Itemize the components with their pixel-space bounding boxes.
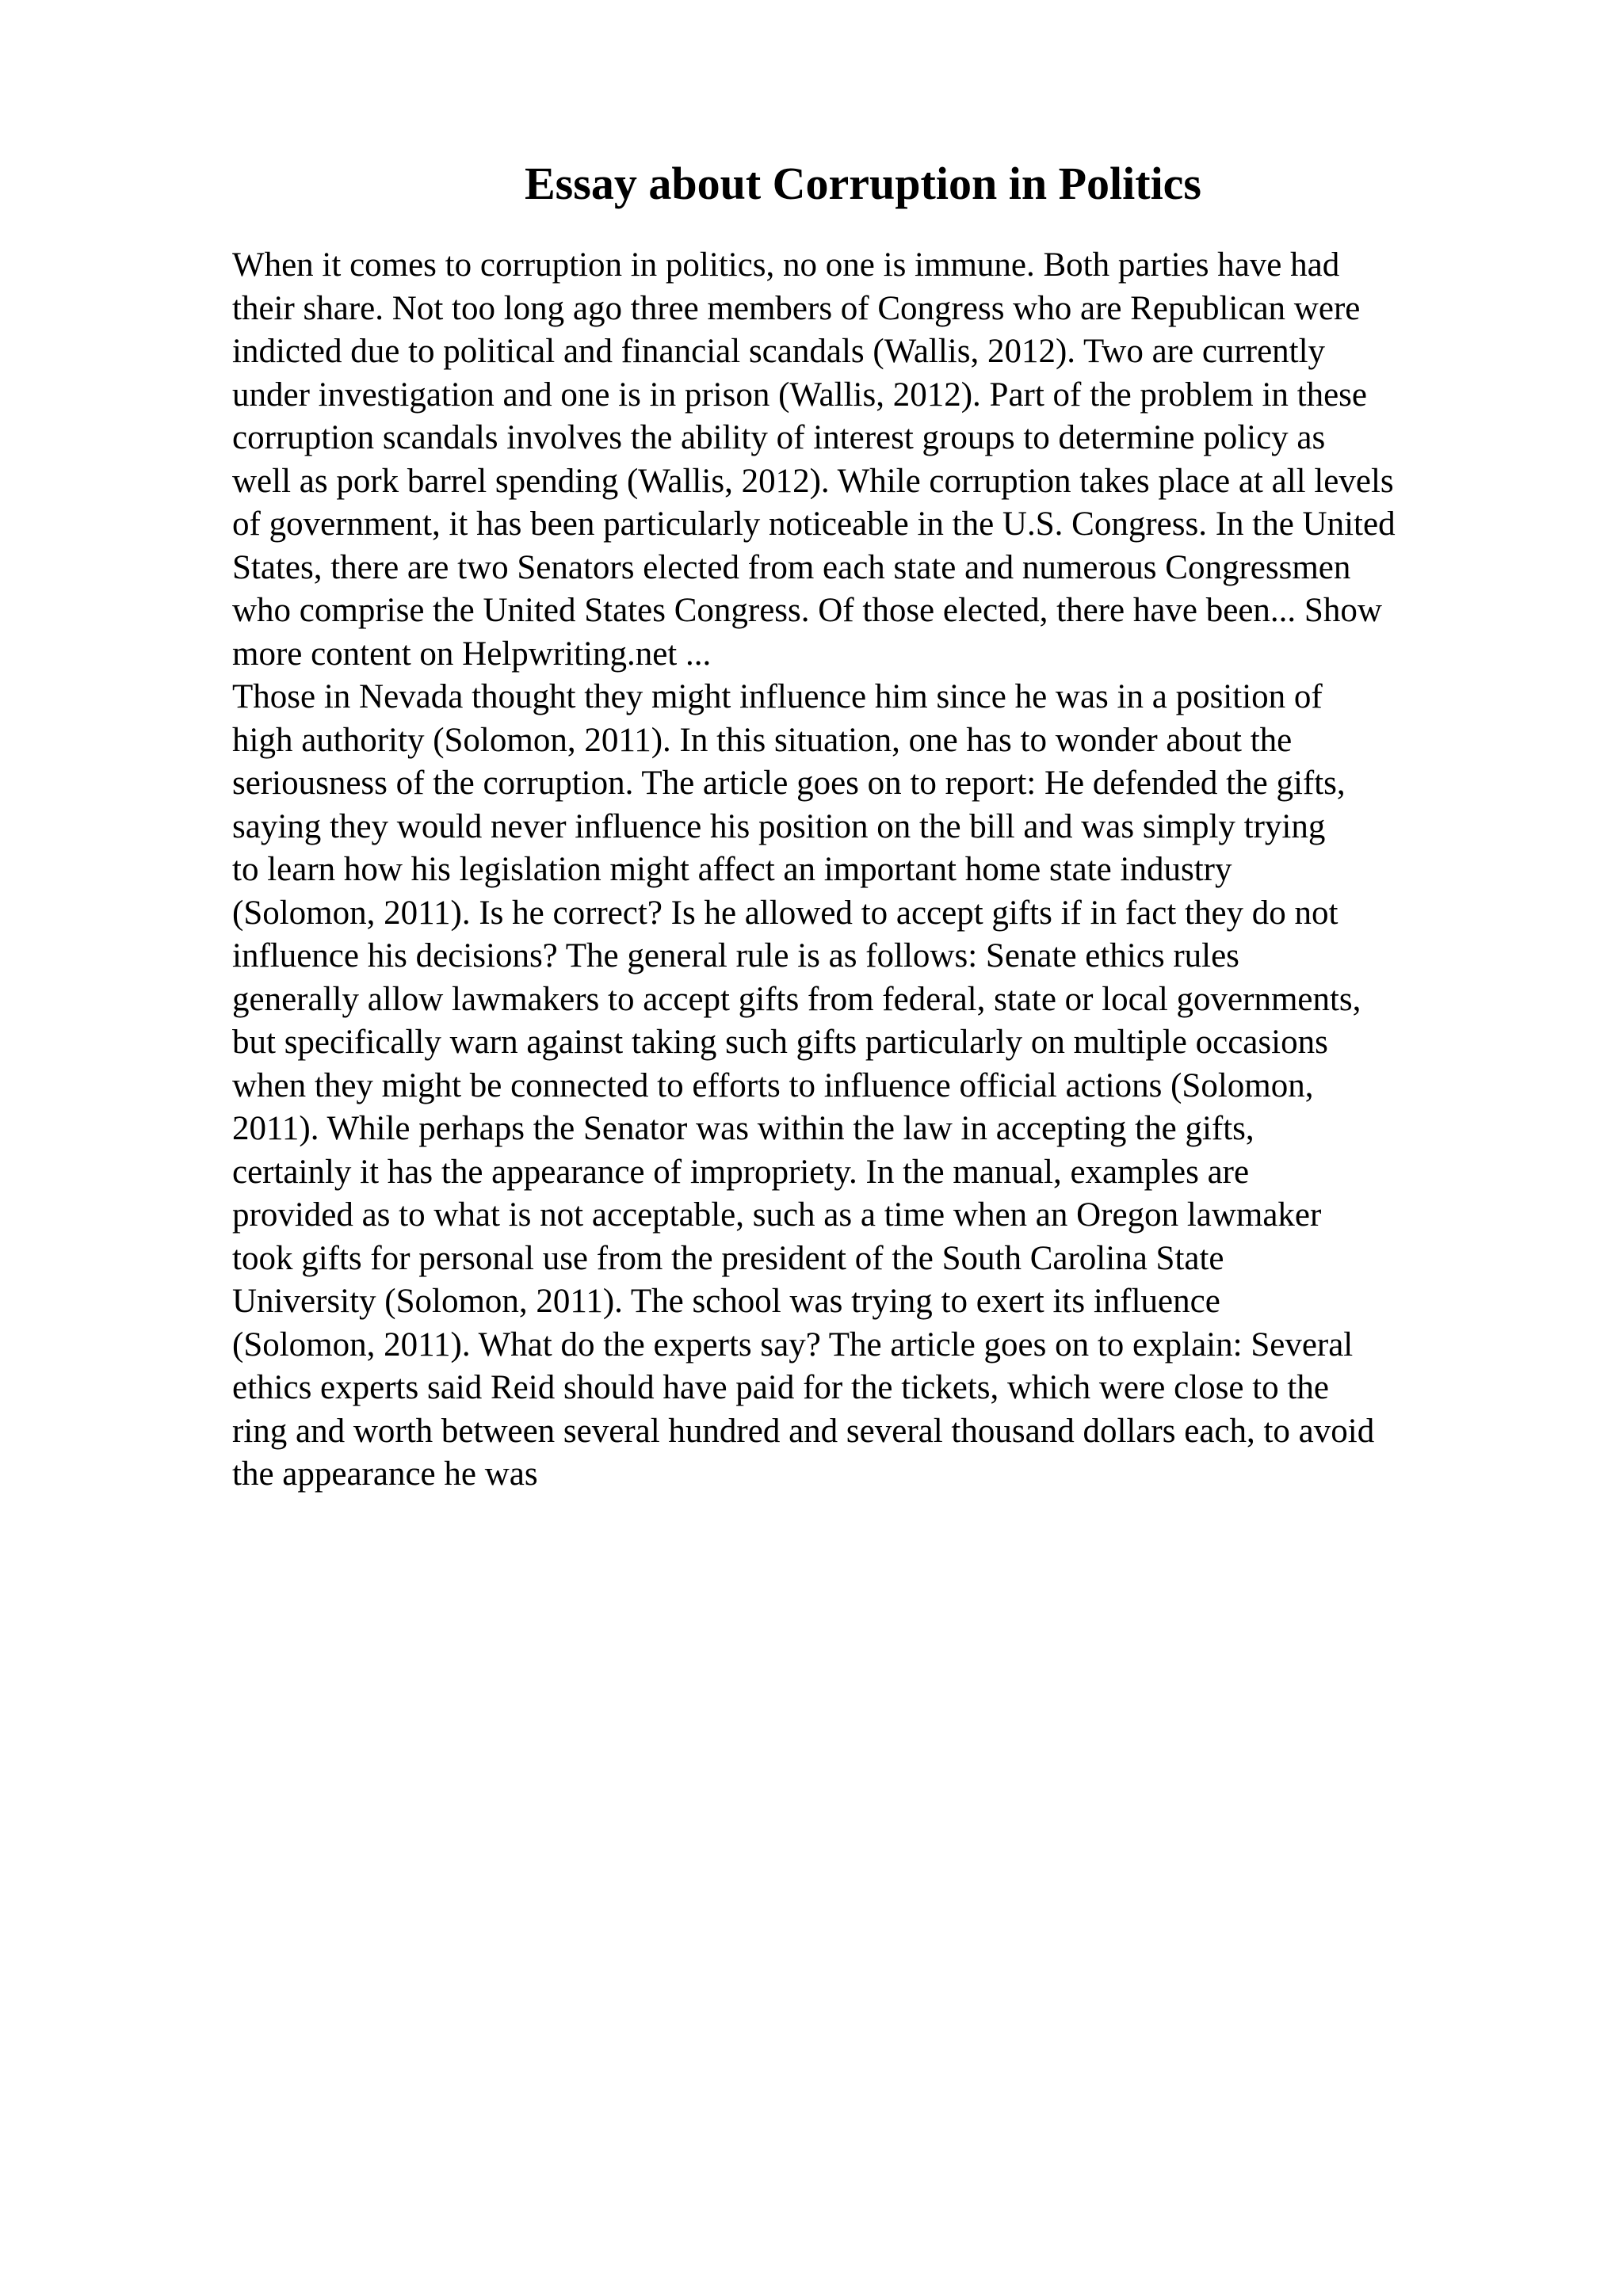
text-line: of government, it has been particularly noticeable in the U.S. Congress. In the United (232, 505, 1396, 543)
text-line: to learn how his legislation might affect an important home state industry (232, 851, 1232, 888)
text-line: certainly it has the appearance of impropriety. In the manual, examples are (232, 1153, 1250, 1191)
text-line: who comprise the United States Congress. Of those elected, there have been... Show (232, 592, 1382, 629)
text-line: under investigation and one is in prison (Wallis, 2012). Part of the problem in these (232, 376, 1367, 414)
text-line: influence his decisions? The general rule is as follows: Senate ethics rules (232, 937, 1239, 974)
text-line: When it comes to corruption in politics, no one is immune. Both parties have had (232, 246, 1340, 284)
text-line: provided as to what is not acceptable, such as a time when an Oregon lawmaker (232, 1196, 1322, 1234)
text-line: corruption scandals involves the ability of interest groups to determine policy as (232, 419, 1326, 456)
text-line: University (Solomon, 2011). The school was trying to exert its influence (232, 1283, 1220, 1320)
text-line: generally allow lawmakers to accept gifts from federal, state or local governments, (232, 980, 1361, 1018)
text-line: (Solomon, 2011). Is he correct? Is he allowed to accept gifts if in fact they do not (232, 894, 1338, 932)
text-line: but specifically warn against taking such gifts particularly on multiple occasions (232, 1024, 1328, 1061)
text-line: Those in Nevada thought they might influence him since he was in a position of (232, 678, 1323, 715)
page-title: Essay about Corruption in Politics (525, 158, 1201, 209)
text-line: their share. Not too long ago three members of Congress who are Republican were (232, 289, 1361, 327)
text-line: (Solomon, 2011). What do the experts say? The article goes on to explain: Several (232, 1325, 1354, 1363)
text-line: took gifts for personal use from the president of the South Carolina State (232, 1239, 1224, 1277)
text-line: ethics experts said Reid should have paid for the tickets, which were close to the (232, 1369, 1329, 1406)
text-line: seriousness of the corruption. The article goes on to report: He defended the gifts, (232, 765, 1346, 802)
text-line: 2011). While perhaps the Senator was within the law in accepting the gifts, (232, 1110, 1254, 1147)
text-line: more content on Helpwriting.net ... (232, 635, 712, 673)
text-line: well as pork barrel spending (Wallis, 2012). While corruption takes place at all levels (232, 462, 1394, 500)
text-line: high authority (Solomon, 2011). In this situation, one has to wonder about the (232, 721, 1293, 759)
essay-body (232, 244, 1595, 1497)
text-line: ring and worth between several hundred and several thousand dollars each, to avoid (232, 1412, 1375, 1450)
text-line: indicted due to political and financial scandals (Wallis, 2012). Two are currently (232, 333, 1326, 370)
text-line: saying they would never influence his position on the bill and was simply trying (232, 807, 1326, 845)
text-line: States, there are two Senators elected from each state and numerous Congressmen (232, 548, 1351, 586)
text-line: the appearance he was (232, 1455, 538, 1493)
text-line: when they might be connected to efforts to influence official actions (Solomon, (232, 1066, 1314, 1104)
